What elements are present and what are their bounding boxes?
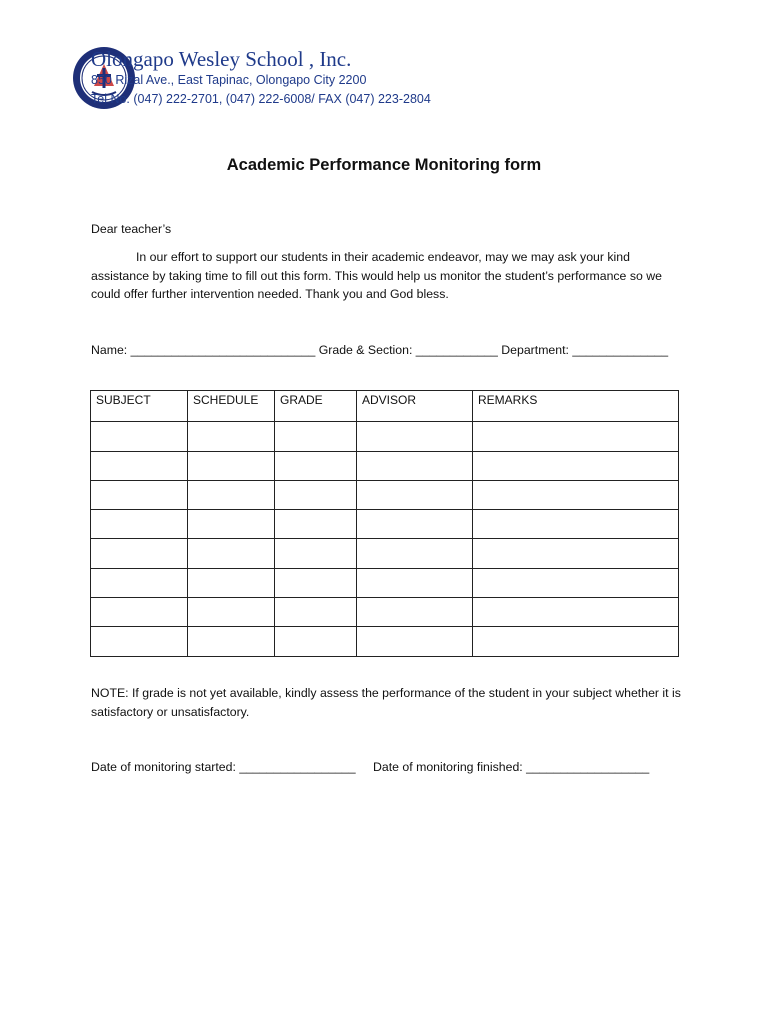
table-cell-subject[interactable] bbox=[91, 451, 188, 480]
table-row bbox=[91, 451, 679, 480]
table-row bbox=[91, 627, 679, 656]
header-advisor: ADVISOR bbox=[357, 391, 473, 422]
table-cell-remarks[interactable] bbox=[473, 451, 679, 480]
header-remarks: REMARKS bbox=[473, 391, 679, 422]
table-cell-grade[interactable] bbox=[275, 568, 357, 597]
table-cell-schedule[interactable] bbox=[188, 451, 275, 480]
table-cell-remarks[interactable] bbox=[473, 539, 679, 568]
table-cell-remarks[interactable] bbox=[473, 510, 679, 539]
table-row bbox=[91, 510, 679, 539]
table-row bbox=[91, 539, 679, 568]
header-subject: SUBJECT bbox=[91, 391, 188, 422]
table-cell-subject[interactable] bbox=[91, 568, 188, 597]
table-cell-grade[interactable] bbox=[275, 510, 357, 539]
table-cell-remarks[interactable] bbox=[473, 480, 679, 509]
table-cell-grade[interactable] bbox=[275, 451, 357, 480]
form-title: Academic Performance Monitoring form bbox=[226, 156, 542, 174]
school-telephone: Tel No. (047) 222-2701, (047) 222-6008/ FAX (047) 223-2804 bbox=[91, 92, 431, 106]
table-cell-schedule[interactable] bbox=[188, 598, 275, 627]
letter-greeting: Dear teacher’s bbox=[91, 222, 172, 236]
header-grade: GRADE bbox=[275, 391, 357, 422]
table-cell-subject[interactable] bbox=[91, 480, 188, 509]
dates-line bbox=[91, 760, 649, 774]
table-header-row bbox=[91, 391, 679, 422]
table-cell-schedule[interactable] bbox=[188, 422, 275, 451]
table-cell-schedule[interactable] bbox=[188, 627, 275, 656]
student-fields-line bbox=[91, 343, 668, 357]
table-cell-remarks[interactable] bbox=[473, 422, 679, 451]
table-cell-remarks[interactable] bbox=[473, 598, 679, 627]
table-cell-grade[interactable] bbox=[275, 480, 357, 509]
table-row bbox=[91, 480, 679, 509]
table-row bbox=[91, 568, 679, 597]
date-finished-field[interactable]: Date of monitoring finished: __________________ bbox=[373, 760, 650, 774]
table-cell-schedule[interactable] bbox=[188, 480, 275, 509]
table-cell-advisor[interactable] bbox=[357, 451, 473, 480]
table-cell-grade[interactable] bbox=[275, 422, 357, 451]
table-cell-subject[interactable] bbox=[91, 510, 188, 539]
performance-table bbox=[90, 390, 679, 657]
table-cell-schedule[interactable] bbox=[188, 568, 275, 597]
table-cell-subject[interactable] bbox=[91, 422, 188, 451]
note-text: NOTE: If grade is not yet available, kindly assess the performance of the student in your subject whether it is satisfactory or unsatisfactory. bbox=[91, 686, 681, 719]
table-cell-advisor[interactable] bbox=[357, 568, 473, 597]
school-name: Olongapo Wesley School , Inc. bbox=[91, 47, 352, 71]
letter-paragraph: In our effort to support our students in their academic endeavor, may we may ask your kind assistance by taking time to fill out this form. This would help us monitor the student’s performance so we could offer further intervention needed. Thank you and God bless. bbox=[91, 250, 662, 301]
table-cell-remarks[interactable] bbox=[473, 627, 679, 656]
table-body bbox=[91, 422, 679, 656]
table-cell-schedule[interactable] bbox=[188, 539, 275, 568]
table-cell-schedule[interactable] bbox=[188, 510, 275, 539]
table-cell-advisor[interactable] bbox=[357, 480, 473, 509]
table-cell-subject[interactable] bbox=[91, 539, 188, 568]
table-cell-remarks[interactable] bbox=[473, 568, 679, 597]
table-cell-advisor[interactable] bbox=[357, 510, 473, 539]
table-cell-grade[interactable] bbox=[275, 598, 357, 627]
table-cell-grade[interactable] bbox=[275, 627, 357, 656]
header-schedule: SCHEDULE bbox=[188, 391, 275, 422]
table-cell-subject[interactable] bbox=[91, 598, 188, 627]
grade-section-field[interactable]: Grade & Section: ____________ bbox=[318, 343, 498, 357]
table-cell-advisor[interactable] bbox=[357, 598, 473, 627]
school-address: 850 Rizal Ave., East Tapinac, Olongapo City 2200 bbox=[91, 73, 367, 87]
table-cell-advisor[interactable] bbox=[357, 539, 473, 568]
table-cell-grade[interactable] bbox=[275, 539, 357, 568]
table-row bbox=[91, 422, 679, 451]
table-cell-subject[interactable] bbox=[91, 627, 188, 656]
table-cell-advisor[interactable] bbox=[357, 422, 473, 451]
table-cell-advisor[interactable] bbox=[357, 627, 473, 656]
date-started-field[interactable]: Date of monitoring started: _________________ bbox=[91, 760, 356, 774]
table-row bbox=[91, 598, 679, 627]
name-field[interactable]: Name: ___________________________ bbox=[91, 343, 316, 357]
department-field[interactable]: Department: ______________ bbox=[501, 343, 669, 357]
